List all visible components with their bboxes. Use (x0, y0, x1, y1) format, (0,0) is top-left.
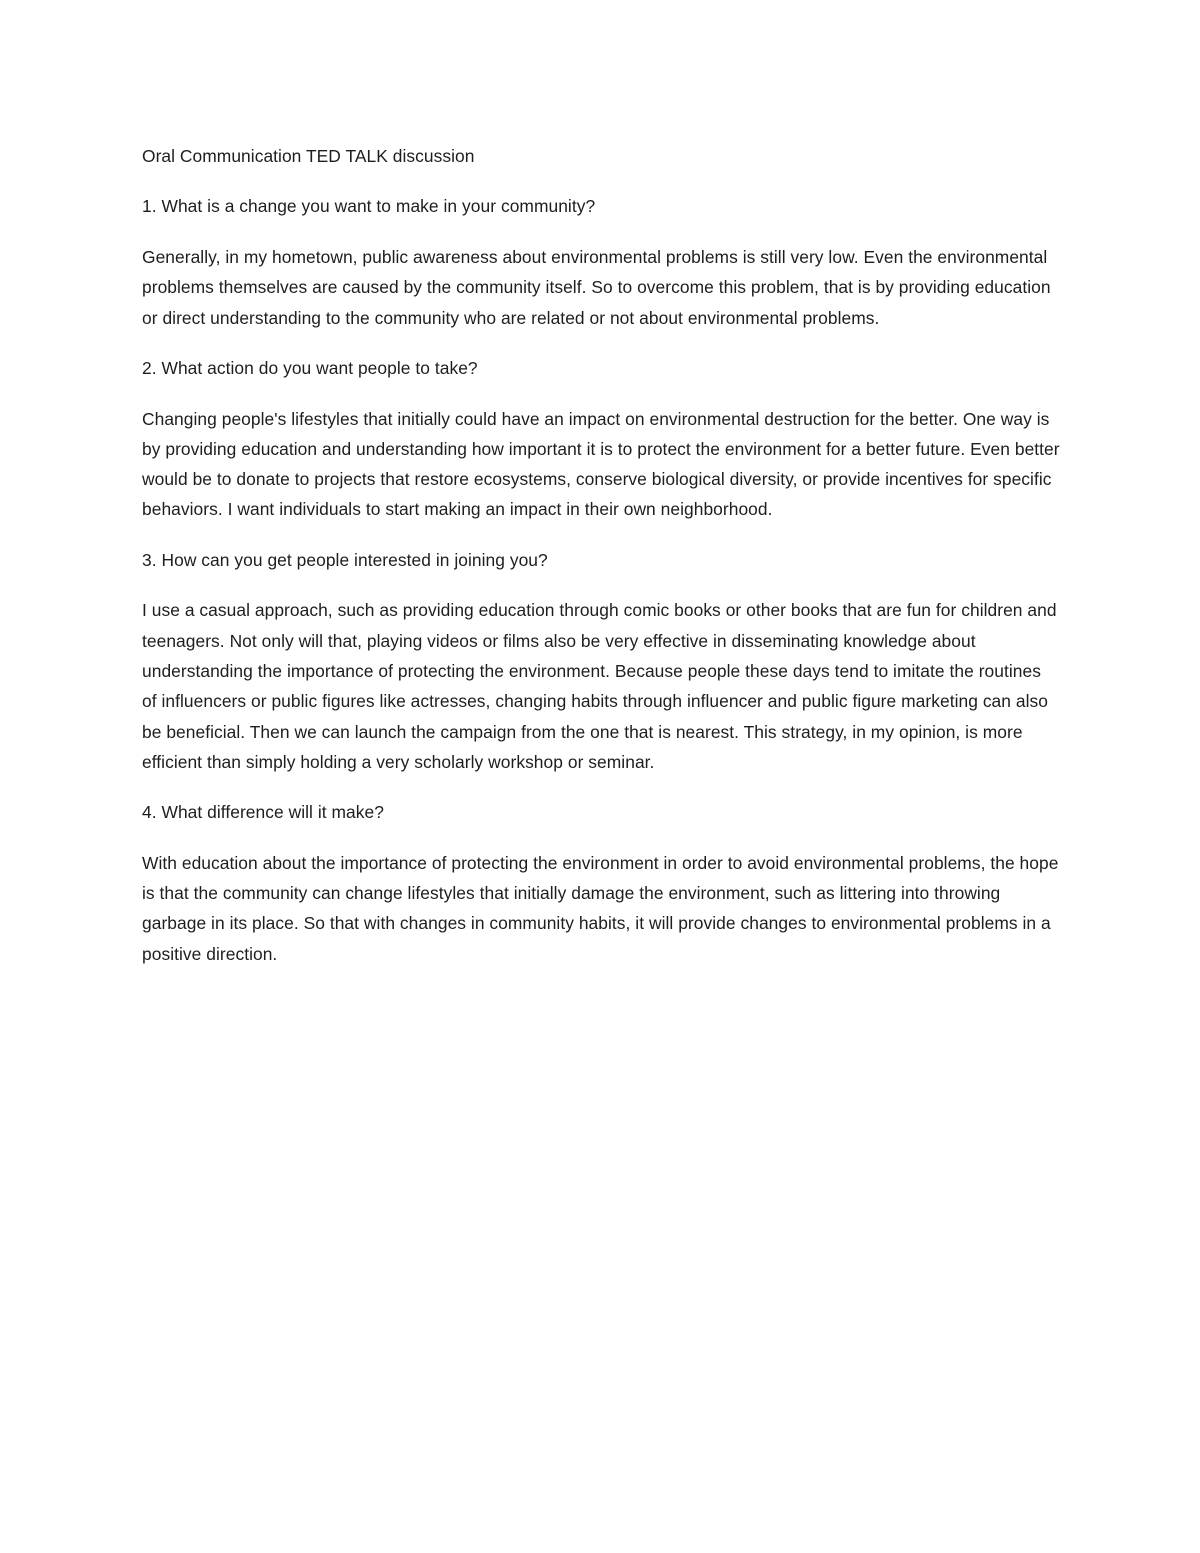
document-body (142, 141, 1060, 989)
question-4: 4. What difference will it make? (142, 802, 384, 823)
question-2: 2. What action do you want people to take? (142, 358, 478, 379)
answer-1: Generally, in my hometown, public awareness about environmental problems is still very low. Even the environmental problems themselves are caused by the community itself. So to overcome this problem, that is by providing education or direct understanding to the community who are related or not about environmental problems. (142, 246, 1051, 328)
question-3: 3. How can you get people interested in joining you? (142, 549, 548, 570)
answer-3: I use a casual approach, such as providing education through comic books or other books that are fun for children and teenagers. Not only will that, playing videos or films also be very effective in disseminating knowledge about understanding the importance of protecting the environment. Because people these days tend to imitate the routines of influencers or public figures like actresses, changing habits through influencer and public figure marketing can also be beneficial. Then we can launch the campaign from the one that is nearest. This strategy, in my opinion, is more efficient than simply holding a very scholarly workshop or seminar. (142, 600, 1057, 772)
answer-4: With education about the importance of protecting the environment in order to avoid environmental problems, the hope is that the community can change lifestyles that initially damage the environment, such as littering into throwing garbage in its place. So that with changes in community habits, it will provide changes to environmental problems in a positive direction. (142, 852, 1059, 964)
answer-2: Changing people's lifestyles that initially could have an impact on environmental destruction for the better. One way is by providing education and understanding how important it is to protect the environment for a better future. Even better would be to donate to projects that restore ecosystems, conserve biological diversity, or provide incentives for specific behaviors. I want individuals to start making an impact in their own neighborhood. (142, 408, 1060, 520)
document-title: Oral Communication TED TALK discussion (142, 146, 475, 166)
question-1: 1. What is a change you want to make in your community? (142, 196, 596, 217)
